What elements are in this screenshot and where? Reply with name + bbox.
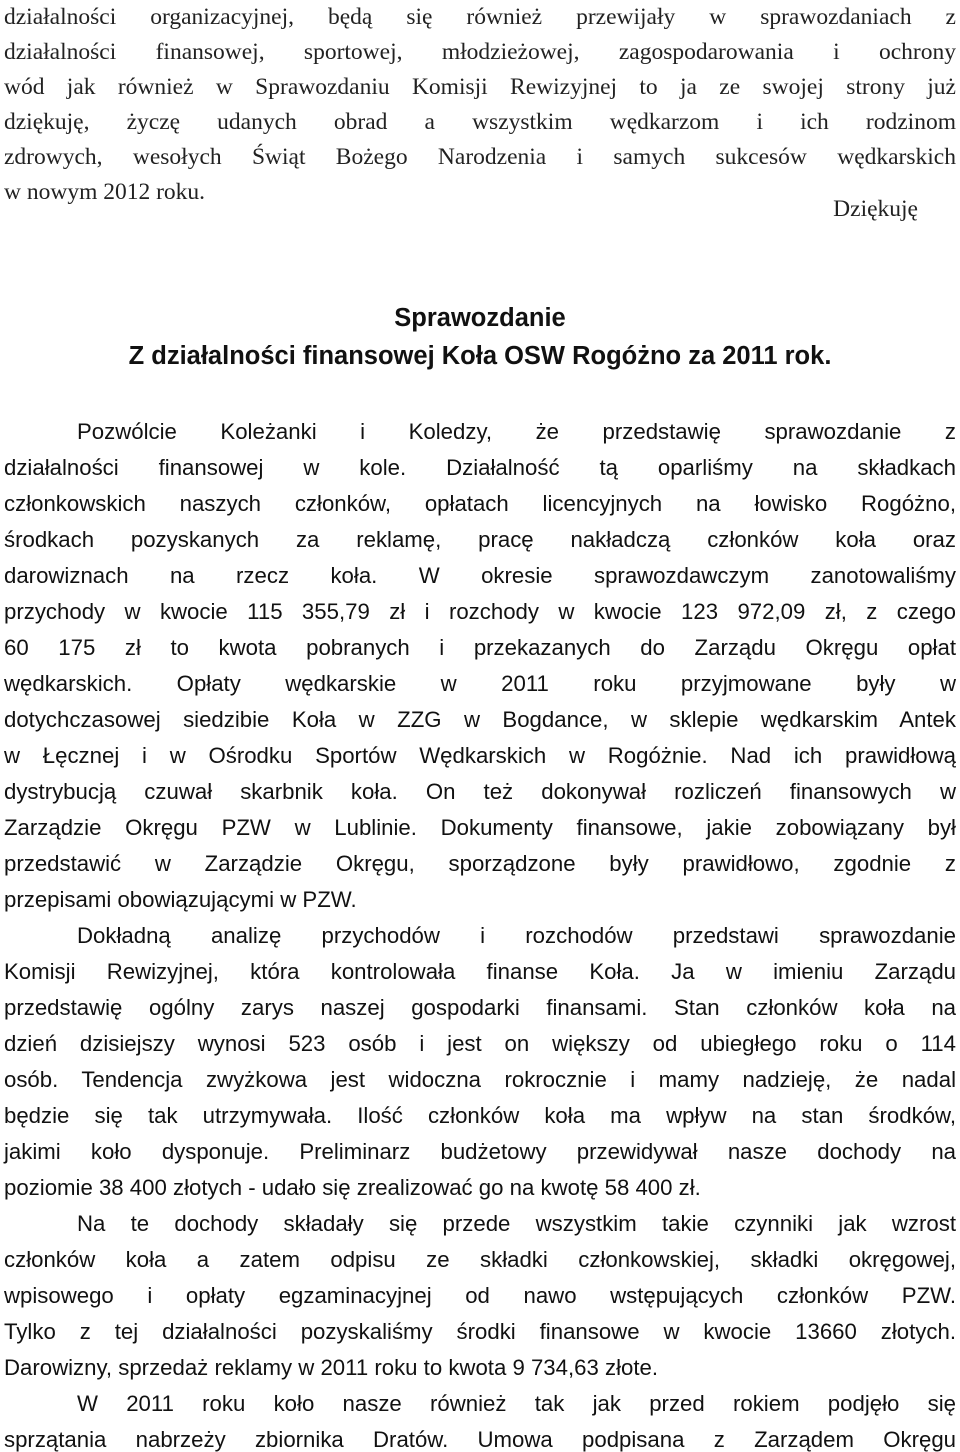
intro-line: wód jak również w Sprawozdaniu Komisji Rewizyjnej to ja ze swojej strony już bbox=[4, 74, 956, 100]
body-line: poziomie 38 400 złotych - udało się zrealizować go na kwotę 58 400 zł. bbox=[4, 1175, 701, 1200]
body-line: wpisowego i opłaty egzaminacyjnej od nawo wstępujących członków PZW. bbox=[4, 1283, 956, 1308]
body-line: Komisji Rewizyjnej, która kontrolowała finanse Koła. Ja w imieniu Zarządu bbox=[4, 959, 956, 984]
intro-paragraph bbox=[4, 0, 956, 210]
report-title: Sprawozdanie bbox=[394, 304, 566, 332]
body-line: przedstawić w Zarządzie Okręgu, sporządzone były prawidłowo, zgodnie z bbox=[4, 851, 956, 876]
body-line: Na te dochody składały się przede wszystkim takie czynniki jak wzrost bbox=[77, 1211, 956, 1236]
body-line: członków koła a zatem odpisu ze składki członkowskiej, składki okręgowej, bbox=[4, 1247, 956, 1272]
body-line: dzień dzisiejszy wynosi 523 osób i jest on większy od ubiegłego roku o 114 bbox=[4, 1031, 956, 1056]
body-line: środkach pozyskanych za reklamę, pracę nakładczą członków koła oraz bbox=[4, 527, 956, 552]
body-line: W 2011 roku koło nasze również tak jak przed rokiem podjęło się bbox=[77, 1391, 956, 1416]
body-line: wędkarskich. Opłaty wędkarskie w 2011 roku przyjmowane były w bbox=[4, 671, 956, 696]
closing-thanks: Dziękuję bbox=[833, 196, 918, 222]
body-line: dystrybucją czuwał skarbnik koła. On też dokonywał rozliczeń finansowych w bbox=[4, 779, 956, 804]
body-line: działalności finansowej w kole. Działalność tą oparliśmy na składkach bbox=[4, 455, 956, 480]
body-line: 60 175 zł to kwota pobranych i przekazanych do Zarządu Okręgu opłat bbox=[4, 635, 956, 660]
body-line: przepisami obowiązującymi w PZW. bbox=[4, 887, 357, 912]
body-line: przedstawię ogólny zarys naszej gospodarki finansami. Stan członków koła na bbox=[4, 995, 956, 1020]
body-line: członkowskich naszych członków, opłatach licencyjnych na łowisko Rogóżno, bbox=[4, 491, 956, 516]
report-subtitle: Z działalności finansowej Koła OSW Rogóżno za 2011 rok. bbox=[128, 342, 832, 370]
report-body bbox=[4, 414, 956, 1452]
intro-line: w nowym 2012 roku. bbox=[4, 179, 206, 205]
body-line: przychody w kwocie 115 355,79 zł i rozchody w kwocie 123 972,09 zł, z czego bbox=[4, 599, 956, 624]
body-line: darowiznach na rzecz koła. W okresie sprawozdawczym zanotowaliśmy bbox=[4, 563, 956, 588]
body-line: Pozwólcie Koleżanki i Koledzy, że przedstawię sprawozdanie z bbox=[77, 419, 956, 444]
body-line: dotychczasowej siedzibie Koła w ZZG w Bogdance, w sklepie wędkarskim Antek bbox=[4, 707, 956, 732]
body-line: osób. Tendencja zwyżkowa jest widoczna rokrocznie i mamy nadzieję, że nadal bbox=[4, 1067, 956, 1092]
body-line: będzie się tak utrzymywała. Ilość członków koła ma wpływ na stan środków, bbox=[4, 1103, 956, 1128]
body-line: Dokładną analizę przychodów i rozchodów przedstawi sprawozdanie bbox=[77, 923, 956, 948]
intro-line: dziękuję, życzę udanych obrad a wszystkim wędkarzom i ich rodzinom bbox=[4, 109, 956, 135]
body-line: sprzątania nabrzeży zbiornika Dratów. Umowa podpisana z Zarządem Okręgu bbox=[4, 1427, 956, 1452]
body-line: Darowizny, sprzedaż reklamy w 2011 roku to kwota 9 734,63 złote. bbox=[4, 1355, 659, 1380]
body-line: Zarządzie Okręgu PZW w Lublinie. Dokumenty finansowe, jakie zobowiązany był bbox=[4, 815, 956, 840]
body-line: w Łęcznej i w Ośrodku Sportów Wędkarskich w Rogóżnie. Nad ich prawidłową bbox=[4, 743, 956, 768]
intro-line: działalności finansowej, sportowej, młodzieżowej, zagospodarowania i ochrony bbox=[4, 39, 956, 65]
body-line: jakimi koło dysponuje. Preliminarz budżetowy przewidywał nasze dochody na bbox=[4, 1139, 956, 1164]
intro-line: zdrowych, wesołych Świąt Bożego Narodzenia i samych sukcesów wędkarskich bbox=[4, 144, 956, 170]
body-line: Tylko z tej działalności pozyskaliśmy środki finansowe w kwocie 13660 złotych. bbox=[4, 1319, 956, 1344]
intro-line: działalności organizacyjnej, będą się również przewijały w sprawozdaniach z bbox=[4, 4, 956, 30]
